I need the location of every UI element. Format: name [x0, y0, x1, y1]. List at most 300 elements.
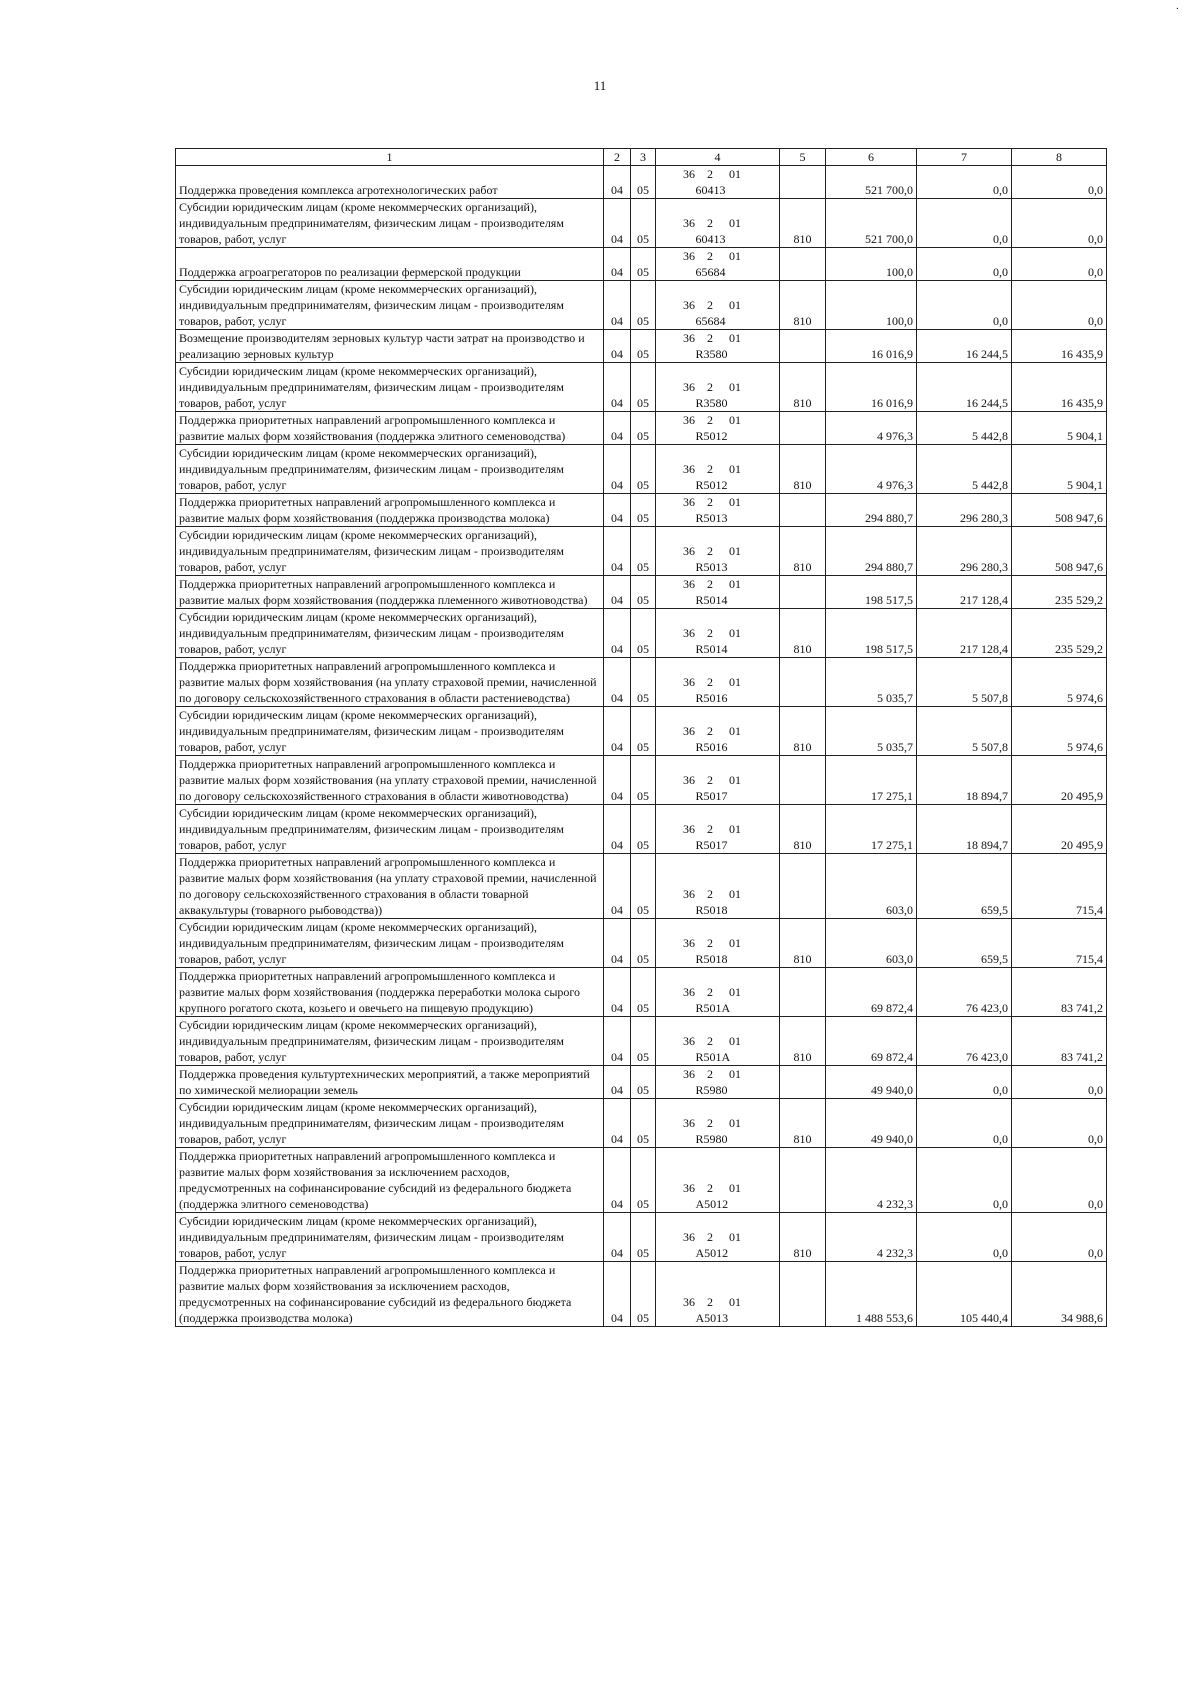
- activity-code: 01: [729, 413, 741, 427]
- subprogram-code: 2: [707, 675, 713, 689]
- expense-type-code: 810: [780, 1213, 826, 1262]
- table-body: [176, 166, 1107, 1327]
- subprogram-code: 2: [707, 985, 713, 999]
- program-code: 36: [683, 216, 695, 230]
- amount-year-3: 0,0: [1012, 1066, 1107, 1099]
- code-section: 04: [604, 330, 631, 363]
- target-article-code: [656, 199, 780, 248]
- direction-code: R5016: [695, 740, 728, 754]
- code-section: 04: [604, 1017, 631, 1066]
- amount-year-3: 715,4: [1012, 854, 1107, 919]
- target-article-code: [656, 527, 780, 576]
- col-header-2: 2: [604, 149, 631, 166]
- code-section: 04: [604, 412, 631, 445]
- code-section: 04: [604, 363, 631, 412]
- row-description: Поддержка приоритетных направлений агропромышленного комплекса и развитие малых форм хозяйствования (поддержка переработки молока сырого крупного рогатого скота, козьего и овечьего на пищевую продукцию): [176, 968, 604, 1017]
- direction-code: R501A: [695, 1050, 731, 1064]
- row-description: Поддержка агроагрегаторов по реализации фермерской продукции: [176, 248, 604, 281]
- direction-code: R5017: [695, 789, 728, 803]
- expense-type-code: [780, 494, 826, 527]
- subprogram-code: 2: [707, 1295, 713, 1309]
- activity-code: 01: [729, 577, 741, 591]
- program-code: 36: [683, 1067, 695, 1081]
- amount-year-3: 0,0: [1012, 281, 1107, 330]
- activity-code: 01: [729, 675, 741, 689]
- table-row: [176, 968, 1107, 1017]
- expense-type-code: [780, 576, 826, 609]
- program-code: 36: [683, 1116, 695, 1130]
- program-code: 36: [683, 544, 695, 558]
- direction-code: A5012: [695, 1246, 729, 1260]
- expense-type-code: [780, 756, 826, 805]
- expense-type-code: [780, 166, 826, 199]
- expense-type-code: [780, 412, 826, 445]
- row-description: Субсидии юридическим лицам (кроме некоммерческих организаций), индивидуальным предпринимателям, физическим лицам - производителям товаров, работ, услуг: [176, 527, 604, 576]
- program-code: 36: [683, 822, 695, 836]
- subprogram-code: 2: [707, 577, 713, 591]
- table-row: [176, 1213, 1107, 1262]
- row-description: Субсидии юридическим лицам (кроме некоммерческих организаций), индивидуальным предпринимателям, физическим лицам - производителям товаров, работ, услуг: [176, 1017, 604, 1066]
- expense-type-code: 810: [780, 445, 826, 494]
- target-article-code: [656, 609, 780, 658]
- direction-code: R3580: [695, 396, 728, 410]
- code-section: 04: [604, 1066, 631, 1099]
- direction-code: R5017: [695, 838, 728, 852]
- amount-year-2: 296 280,3: [917, 494, 1012, 527]
- program-code: 36: [683, 985, 695, 999]
- code-subsection: 05: [631, 854, 656, 919]
- amount-year-1: 521 700,0: [826, 199, 917, 248]
- subprogram-code: 2: [707, 1230, 713, 1244]
- subprogram-code: 2: [707, 331, 713, 345]
- direction-code: A5013: [695, 1311, 729, 1325]
- table-row: [176, 707, 1107, 756]
- row-description: Субсидии юридическим лицам (кроме некоммерческих организаций), индивидуальным предпринимателям, физическим лицам - производителям товаров, работ, услуг: [176, 707, 604, 756]
- code-subsection: 05: [631, 412, 656, 445]
- amount-year-2: 0,0: [917, 166, 1012, 199]
- amount-year-1: 16 016,9: [826, 330, 917, 363]
- expense-type-code: 810: [780, 609, 826, 658]
- direction-code: 65684: [695, 265, 726, 279]
- code-subsection: 05: [631, 281, 656, 330]
- activity-code: 01: [729, 1295, 741, 1309]
- table-row: [176, 1262, 1107, 1327]
- amount-year-2: 5 507,8: [917, 707, 1012, 756]
- activity-code: 01: [729, 1034, 741, 1048]
- row-description: Поддержка приоритетных направлений агропромышленного комплекса и развитие малых форм хозяйствования за исключением расходов, предусмотренных на софинансирование субсидий из федерального бюджета (поддержка элитного семеноводства): [176, 1148, 604, 1213]
- amount-year-1: 5 035,7: [826, 707, 917, 756]
- col-header-4: 4: [656, 149, 780, 166]
- program-code: 36: [683, 887, 695, 901]
- expense-type-code: 810: [780, 919, 826, 968]
- amount-year-3: 83 741,2: [1012, 968, 1107, 1017]
- program-code: 36: [683, 1230, 695, 1244]
- amount-year-2: 659,5: [917, 854, 1012, 919]
- row-description: Поддержка приоритетных направлений агропромышленного комплекса и развитие малых форм хозяйствования (поддержка элитного семеноводства): [176, 412, 604, 445]
- amount-year-1: 603,0: [826, 854, 917, 919]
- amount-year-3: 715,4: [1012, 919, 1107, 968]
- amount-year-1: 603,0: [826, 919, 917, 968]
- row-description: Субсидии юридическим лицам (кроме некоммерческих организаций), индивидуальным предпринимателям, физическим лицам - производителям товаров, работ, услуг: [176, 445, 604, 494]
- table-row: [176, 658, 1107, 707]
- target-article-code: [656, 756, 780, 805]
- activity-code: 01: [729, 773, 741, 787]
- table-row: [176, 199, 1107, 248]
- amount-year-1: 4 232,3: [826, 1148, 917, 1213]
- target-article-code: [656, 445, 780, 494]
- amount-year-1: 294 880,7: [826, 527, 917, 576]
- program-code: 36: [683, 462, 695, 476]
- activity-code: 01: [729, 216, 741, 230]
- code-subsection: 05: [631, 248, 656, 281]
- direction-code: A5012: [695, 1197, 729, 1211]
- activity-code: 01: [729, 380, 741, 394]
- direction-code: R5980: [695, 1132, 728, 1146]
- direction-code: R5013: [695, 511, 728, 525]
- subprogram-code: 2: [707, 413, 713, 427]
- subprogram-code: 2: [707, 298, 713, 312]
- code-subsection: 05: [631, 805, 656, 854]
- activity-code: 01: [729, 167, 741, 181]
- amount-year-3: 235 529,2: [1012, 576, 1107, 609]
- target-article-code: [656, 658, 780, 707]
- row-description: Поддержка приоритетных направлений агропромышленного комплекса и развитие малых форм хозяйствования (на уплату страховой премии, начисленной по договору сельскохозяйственного страхования в области животноводства): [176, 756, 604, 805]
- code-subsection: 05: [631, 609, 656, 658]
- row-description: Субсидии юридическим лицам (кроме некоммерческих организаций), индивидуальным предпринимателям, физическим лицам - производителям товаров, работ, услуг: [176, 805, 604, 854]
- row-description: Поддержка проведения комплекса агротехнологических работ: [176, 166, 604, 199]
- code-subsection: 05: [631, 658, 656, 707]
- code-section: 04: [604, 658, 631, 707]
- code-section: 04: [604, 248, 631, 281]
- code-subsection: 05: [631, 756, 656, 805]
- amount-year-2: 18 894,7: [917, 756, 1012, 805]
- code-subsection: 05: [631, 363, 656, 412]
- col-header-7: 7: [917, 149, 1012, 166]
- amount-year-2: 217 128,4: [917, 609, 1012, 658]
- code-section: 04: [604, 166, 631, 199]
- table-row: [176, 1017, 1107, 1066]
- table-row: [176, 756, 1107, 805]
- amount-year-3: 20 495,9: [1012, 805, 1107, 854]
- program-code: 36: [683, 298, 695, 312]
- amount-year-2: 5 442,8: [917, 445, 1012, 494]
- direction-code: R5012: [695, 478, 728, 492]
- code-section: 04: [604, 756, 631, 805]
- amount-year-2: 0,0: [917, 281, 1012, 330]
- activity-code: 01: [729, 1067, 741, 1081]
- amount-year-3: 0,0: [1012, 166, 1107, 199]
- activity-code: 01: [729, 887, 741, 901]
- activity-code: 01: [729, 724, 741, 738]
- amount-year-1: 17 275,1: [826, 805, 917, 854]
- row-description: Субсидии юридическим лицам (кроме некоммерческих организаций), индивидуальным предпринимателям, физическим лицам - производителям товаров, работ, услуг: [176, 199, 604, 248]
- code-section: 04: [604, 576, 631, 609]
- code-subsection: 05: [631, 919, 656, 968]
- amount-year-2: 5 507,8: [917, 658, 1012, 707]
- row-description: Субсидии юридическим лицам (кроме некоммерческих организаций), индивидуальным предпринимателям, физическим лицам - производителям товаров, работ, услуг: [176, 281, 604, 330]
- col-header-6: 6: [826, 149, 917, 166]
- activity-code: 01: [729, 822, 741, 836]
- code-subsection: 05: [631, 166, 656, 199]
- subprogram-code: 2: [707, 1181, 713, 1195]
- code-section: 04: [604, 1213, 631, 1262]
- amount-year-3: 0,0: [1012, 199, 1107, 248]
- amount-year-3: 34 988,6: [1012, 1262, 1107, 1327]
- target-article-code: [656, 919, 780, 968]
- target-article-code: [656, 494, 780, 527]
- code-subsection: 05: [631, 1017, 656, 1066]
- amount-year-1: 294 880,7: [826, 494, 917, 527]
- amount-year-3: 5 904,1: [1012, 412, 1107, 445]
- activity-code: 01: [729, 249, 741, 263]
- amount-year-1: 69 872,4: [826, 968, 917, 1017]
- amount-year-3: 0,0: [1012, 248, 1107, 281]
- code-subsection: 05: [631, 707, 656, 756]
- expense-type-code: 810: [780, 527, 826, 576]
- program-code: 36: [683, 773, 695, 787]
- target-article-code: [656, 805, 780, 854]
- amount-year-3: 83 741,2: [1012, 1017, 1107, 1066]
- amount-year-2: 18 894,7: [917, 805, 1012, 854]
- col-header-8: 8: [1012, 149, 1107, 166]
- col-header-5: 5: [780, 149, 826, 166]
- subprogram-code: 2: [707, 216, 713, 230]
- code-subsection: 05: [631, 576, 656, 609]
- code-subsection: 05: [631, 968, 656, 1017]
- code-section: 04: [604, 968, 631, 1017]
- amount-year-2: 0,0: [917, 1213, 1012, 1262]
- amount-year-3: 16 435,9: [1012, 330, 1107, 363]
- subprogram-code: 2: [707, 1116, 713, 1130]
- target-article-code: [656, 1148, 780, 1213]
- row-description: Поддержка приоритетных направлений агропромышленного комплекса и развитие малых форм хозяйствования (на уплату страховой премии, начисленной по договору сельскохозяйственного страхования в области растениеводства): [176, 658, 604, 707]
- row-description: Поддержка приоритетных направлений агропромышленного комплекса и развитие малых форм хозяйствования за исключением расходов, предусмотренных на софинансирование субсидий из федерального бюджета (поддержка производства молока): [176, 1262, 604, 1327]
- code-section: 04: [604, 494, 631, 527]
- table-row: [176, 854, 1107, 919]
- row-description: Возмещение производителям зерновых культур части затрат на производство и реализацию зерновых культур: [176, 330, 604, 363]
- row-description: Субсидии юридическим лицам (кроме некоммерческих организаций), индивидуальным предпринимателям, физическим лицам - производителям товаров, работ, услуг: [176, 609, 604, 658]
- col-header-3: 3: [631, 149, 656, 166]
- amount-year-1: 16 016,9: [826, 363, 917, 412]
- direction-code: R5014: [695, 642, 728, 656]
- direction-code: 60413: [695, 232, 726, 246]
- expense-type-code: [780, 330, 826, 363]
- activity-code: 01: [729, 544, 741, 558]
- direction-code: R5018: [695, 903, 728, 917]
- code-section: 04: [604, 445, 631, 494]
- subprogram-code: 2: [707, 462, 713, 476]
- table-row: [176, 576, 1107, 609]
- amount-year-3: 508 947,6: [1012, 527, 1107, 576]
- amount-year-2: 0,0: [917, 1148, 1012, 1213]
- amount-year-1: 100,0: [826, 281, 917, 330]
- amount-year-3: 5 974,6: [1012, 707, 1107, 756]
- table-row: [176, 330, 1107, 363]
- activity-code: 01: [729, 495, 741, 509]
- table-row: [176, 1066, 1107, 1099]
- code-subsection: 05: [631, 1213, 656, 1262]
- code-section: 04: [604, 854, 631, 919]
- program-code: 36: [683, 413, 695, 427]
- amount-year-1: 198 517,5: [826, 609, 917, 658]
- row-description: Поддержка приоритетных направлений агропромышленного комплекса и развитие малых форм хозяйствования (на уплату страховой премии, начисленной по договору сельскохозяйственного страхования в области товарной аквакультуры (товарного рыбоводства)): [176, 854, 604, 919]
- subprogram-code: 2: [707, 1067, 713, 1081]
- subprogram-code: 2: [707, 380, 713, 394]
- amount-year-2: 5 442,8: [917, 412, 1012, 445]
- activity-code: 01: [729, 298, 741, 312]
- amount-year-2: 0,0: [917, 1066, 1012, 1099]
- subprogram-code: 2: [707, 495, 713, 509]
- expense-type-code: [780, 1148, 826, 1213]
- row-description: Субсидии юридическим лицам (кроме некоммерческих организаций), индивидуальным предпринимателям, физическим лицам - производителям товаров, работ, услуг: [176, 1099, 604, 1148]
- program-code: 36: [683, 675, 695, 689]
- target-article-code: [656, 968, 780, 1017]
- target-article-code: [656, 707, 780, 756]
- amount-year-2: 76 423,0: [917, 968, 1012, 1017]
- subprogram-code: 2: [707, 1034, 713, 1048]
- expense-type-code: [780, 1066, 826, 1099]
- direction-code: 65684: [695, 314, 726, 328]
- code-subsection: 05: [631, 1066, 656, 1099]
- table-row: [176, 919, 1107, 968]
- amount-year-2: 16 244,5: [917, 330, 1012, 363]
- row-description: Поддержка приоритетных направлений агропромышленного комплекса и развитие малых форм хозяйствования (поддержка производства молока): [176, 494, 604, 527]
- amount-year-1: 1 488 553,6: [826, 1262, 917, 1327]
- col-header-1: 1: [176, 149, 604, 166]
- subprogram-code: 2: [707, 936, 713, 950]
- amount-year-3: 16 435,9: [1012, 363, 1107, 412]
- table-row: [176, 281, 1107, 330]
- amount-year-2: 0,0: [917, 248, 1012, 281]
- activity-code: 01: [729, 626, 741, 640]
- expense-type-code: 810: [780, 707, 826, 756]
- subprogram-code: 2: [707, 724, 713, 738]
- row-description: Поддержка приоритетных направлений агропромышленного комплекса и развитие малых форм хозяйствования (поддержка племенного животноводства): [176, 576, 604, 609]
- direction-code: R5980: [695, 1083, 728, 1097]
- program-code: 36: [683, 577, 695, 591]
- table-row: [176, 805, 1107, 854]
- direction-code: R5012: [695, 429, 728, 443]
- row-description: Субсидии юридическим лицам (кроме некоммерческих организаций), индивидуальным предпринимателям, физическим лицам - производителям товаров, работ, услуг: [176, 1213, 604, 1262]
- amount-year-2: 296 280,3: [917, 527, 1012, 576]
- row-description: Субсидии юридическим лицам (кроме некоммерческих организаций), индивидуальным предпринимателям, физическим лицам - производителям товаров, работ, услуг: [176, 919, 604, 968]
- table-row: [176, 494, 1107, 527]
- expense-type-code: [780, 1262, 826, 1327]
- program-code: 36: [683, 724, 695, 738]
- target-article-code: [656, 1066, 780, 1099]
- amount-year-2: 16 244,5: [917, 363, 1012, 412]
- row-description: Поддержка проведения культуртехнических мероприятий, а также мероприятий по химической мелиорации земель: [176, 1066, 604, 1099]
- program-code: 36: [683, 1034, 695, 1048]
- table-row: [176, 248, 1107, 281]
- expense-type-code: [780, 248, 826, 281]
- direction-code: 60413: [695, 183, 726, 197]
- amount-year-2: 76 423,0: [917, 1017, 1012, 1066]
- code-section: 04: [604, 281, 631, 330]
- code-subsection: 05: [631, 1262, 656, 1327]
- code-subsection: 05: [631, 527, 656, 576]
- target-article-code: [656, 1017, 780, 1066]
- table-row: [176, 1148, 1107, 1213]
- target-article-code: [656, 330, 780, 363]
- code-subsection: 05: [631, 445, 656, 494]
- subprogram-code: 2: [707, 249, 713, 263]
- program-code: 36: [683, 1181, 695, 1195]
- amount-year-1: 69 872,4: [826, 1017, 917, 1066]
- program-code: 36: [683, 936, 695, 950]
- table-row: [176, 445, 1107, 494]
- target-article-code: [656, 1262, 780, 1327]
- direction-code: R5018: [695, 952, 728, 966]
- amount-year-3: 20 495,9: [1012, 756, 1107, 805]
- row-description: Субсидии юридическим лицам (кроме некоммерческих организаций), индивидуальным предпринимателям, физическим лицам - производителям товаров, работ, услуг: [176, 363, 604, 412]
- amount-year-1: 49 940,0: [826, 1099, 917, 1148]
- target-article-code: [656, 166, 780, 199]
- direction-code: R3580: [695, 347, 728, 361]
- target-article-code: [656, 854, 780, 919]
- activity-code: 01: [729, 331, 741, 345]
- code-section: 04: [604, 1099, 631, 1148]
- subprogram-code: 2: [707, 167, 713, 181]
- program-code: 36: [683, 331, 695, 345]
- subprogram-code: 2: [707, 626, 713, 640]
- code-section: 04: [604, 919, 631, 968]
- subprogram-code: 2: [707, 773, 713, 787]
- budget-table: [175, 148, 1107, 1327]
- code-section: 04: [604, 527, 631, 576]
- amount-year-1: 100,0: [826, 248, 917, 281]
- expense-type-code: [780, 658, 826, 707]
- direction-code: R501A: [695, 1001, 731, 1015]
- amount-year-3: 235 529,2: [1012, 609, 1107, 658]
- subprogram-code: 2: [707, 544, 713, 558]
- amount-year-3: 508 947,6: [1012, 494, 1107, 527]
- table-row: [176, 363, 1107, 412]
- code-section: 04: [604, 1262, 631, 1327]
- program-code: 36: [683, 626, 695, 640]
- corner-mark: .: [1176, 0, 1179, 12]
- amount-year-3: 0,0: [1012, 1099, 1107, 1148]
- program-code: 36: [683, 167, 695, 181]
- amount-year-3: 5 904,1: [1012, 445, 1107, 494]
- amount-year-1: 4 976,3: [826, 445, 917, 494]
- amount-year-3: 5 974,6: [1012, 658, 1107, 707]
- table-row: [176, 527, 1107, 576]
- header-row: [176, 149, 1107, 166]
- program-code: 36: [683, 495, 695, 509]
- code-subsection: 05: [631, 330, 656, 363]
- target-article-code: [656, 576, 780, 609]
- target-article-code: [656, 1099, 780, 1148]
- subprogram-code: 2: [707, 822, 713, 836]
- code-section: 04: [604, 609, 631, 658]
- amount-year-1: 521 700,0: [826, 166, 917, 199]
- table-row: [176, 1099, 1107, 1148]
- amount-year-1: 4 976,3: [826, 412, 917, 445]
- amount-year-1: 49 940,0: [826, 1066, 917, 1099]
- activity-code: 01: [729, 1181, 741, 1195]
- expense-type-code: [780, 854, 826, 919]
- subprogram-code: 2: [707, 887, 713, 901]
- activity-code: 01: [729, 936, 741, 950]
- direction-code: R5014: [695, 593, 728, 607]
- activity-code: 01: [729, 462, 741, 476]
- direction-code: R5013: [695, 560, 728, 574]
- target-article-code: [656, 248, 780, 281]
- expense-type-code: 810: [780, 1017, 826, 1066]
- table-row: [176, 166, 1107, 199]
- code-section: 04: [604, 707, 631, 756]
